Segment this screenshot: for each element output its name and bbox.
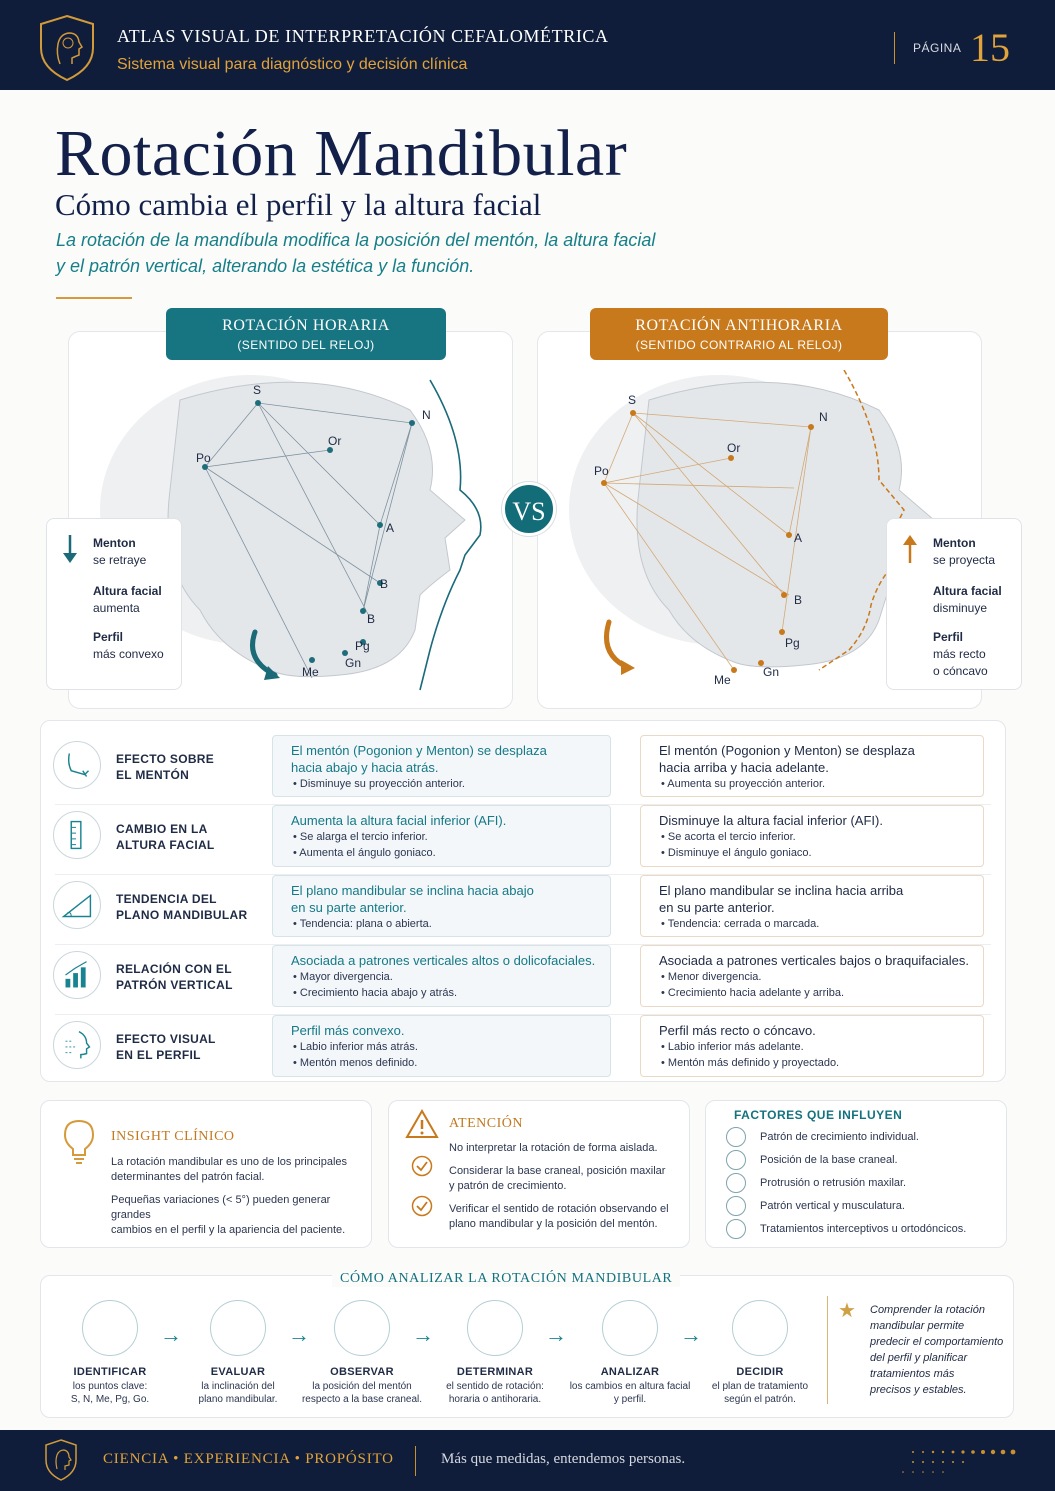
- factor-icon: [726, 1196, 746, 1216]
- cell-main: Asociada a patrones verticales altos o dolicofaciales.: [291, 953, 596, 968]
- bar-chart-icon: [53, 951, 101, 999]
- attention-box: [388, 1100, 690, 1248]
- factor-icon: [726, 1150, 746, 1170]
- step-name: ANALIZAR: [600, 1366, 660, 1378]
- chin-icon: [53, 741, 101, 789]
- cell-main: Perfil más convexo.: [291, 1023, 405, 1038]
- landmark-pg: Pg: [785, 636, 800, 650]
- step-name: IDENTIFICAR: [73, 1366, 147, 1378]
- effect-row: Menton se proyecta: [933, 536, 996, 567]
- factor-icon: [726, 1173, 746, 1193]
- analyze-step: [690, 1300, 830, 1406]
- effect-row: Perfil más convexo: [93, 630, 164, 661]
- counterclockwise-cell: [640, 945, 984, 1007]
- bullet-item: • Se acorta el tercio inferior.: [661, 831, 796, 843]
- counterclockwise-cell: [640, 1015, 984, 1077]
- counterclockwise-cell: [640, 805, 984, 867]
- analyze-step: [560, 1300, 700, 1406]
- analyze-step: [425, 1300, 565, 1406]
- footer-tagline: Más que medidas, entendemos personas.: [441, 1451, 686, 1467]
- counterclockwise-cell: [640, 735, 984, 797]
- factor-icon: [726, 1127, 746, 1147]
- landmark-s: S: [253, 383, 262, 397]
- landmark-po: Po: [594, 464, 609, 478]
- factor-item: Tratamientos interceptivos u ortodóncicos.: [760, 1223, 967, 1235]
- effect-row: Altura facial disminuye: [933, 584, 1002, 615]
- step-name: DECIDIR: [736, 1366, 784, 1378]
- step-icon: [467, 1300, 523, 1356]
- factor-item: Protrusión o retrusión maxilar.: [760, 1177, 907, 1189]
- quote-line: precisos y estables.: [870, 1384, 967, 1396]
- bullet-item: • Disminuye el ángulo goniaco.: [661, 847, 812, 859]
- clockwise-effects-card: [46, 518, 182, 690]
- table-row: [41, 939, 1007, 1009]
- factor-icon: [726, 1219, 746, 1239]
- arrow-right-icon: →: [545, 1322, 567, 1347]
- footer-divider: [415, 1446, 416, 1476]
- bullet-item: • Mentón menos definido.: [293, 1057, 418, 1069]
- landmark-or: Or: [727, 441, 741, 455]
- atlas-title: ATLAS VISUAL DE INTERPRETACIÓN CEFALOMÉTRICA: [117, 26, 609, 46]
- attention-check-1: Considerar la base craneal, posición maxilar y patrón de crecimiento.: [449, 1165, 666, 1192]
- header-bar: [0, 0, 1055, 90]
- atlas-subtitle: Sistema visual para diagnóstico y decisión clínica: [117, 56, 468, 73]
- cell-main: Aumenta la altura facial inferior (AFI).: [291, 813, 507, 828]
- table-row: [41, 729, 1007, 799]
- intro-line-2: y el patrón vertical, alterando la estética y la función.: [56, 256, 475, 276]
- landmark-a: A: [386, 521, 395, 535]
- cell-main: El plano mandibular se inclina hacia arriba en su parte anterior.: [659, 883, 904, 915]
- quote-line: mandibular permite: [870, 1320, 965, 1332]
- header-divider: [894, 32, 895, 64]
- insight-p2: Pequeñas variaciones (< 5°) pueden generar grandes cambios en el perfil y la apariencia del paciente.: [111, 1194, 346, 1236]
- landmark-b2: B: [367, 612, 376, 626]
- effect-row: Menton se retraye: [93, 536, 147, 567]
- counterclockwise-effects-card: [886, 518, 1022, 690]
- step-name: OBSERVAR: [330, 1366, 394, 1378]
- arrow-up-icon: [901, 533, 919, 565]
- step-desc: la posición del mentón respecto a la base craneal.: [301, 1381, 423, 1405]
- bullet-item: • Mentón más definido y proyectado.: [661, 1057, 840, 1069]
- landmark-b: B: [794, 593, 803, 607]
- table-row: [41, 799, 1007, 869]
- counterclockwise-title: ROTACIÓN ANTIHORARIA: [635, 317, 843, 334]
- ruler-icon: [53, 811, 101, 859]
- clockwise-subtitle: (SENTIDO DEL RELOJ): [237, 338, 375, 352]
- arrow-right-icon: →: [412, 1322, 434, 1347]
- counterclockwise-subtitle: (SENTIDO CONTRARIO AL RELOJ): [635, 338, 843, 352]
- landmark-gn: Gn: [345, 656, 362, 670]
- quote-text: [870, 1302, 1015, 1398]
- bullet-item: • Labio inferior más adelante.: [661, 1041, 804, 1053]
- clockwise-cell: [272, 1015, 611, 1077]
- attention-line: No interpretar la rotación de forma aislada.: [449, 1142, 658, 1154]
- landmark-b: B: [380, 577, 389, 591]
- bullet-item: • Aumenta el ángulo goniaco.: [293, 847, 436, 859]
- landmark-s: S: [628, 393, 637, 407]
- cell-main: Asociada a patrones verticales bajos o braquifaciales.: [659, 953, 970, 968]
- table-row: [41, 869, 1007, 939]
- step-desc: el sentido de rotación: horaria o antihoraria.: [446, 1381, 544, 1405]
- step-icon: [602, 1300, 658, 1356]
- attention-title: ATENCIÓN: [449, 1116, 523, 1131]
- cell-main: El plano mandibular se inclina hacia abajo en su parte anterior.: [291, 883, 534, 915]
- row-label: CAMBIO EN LA ALTURA FACIAL: [116, 822, 215, 852]
- footer-bar: [0, 1430, 1055, 1491]
- attention-check-2: Verificar el sentido de rotación observando el plano mandibular y la posición del mentón.: [449, 1203, 669, 1230]
- landmark-or: Or: [328, 434, 342, 448]
- analyze-step: [168, 1300, 308, 1406]
- clockwise-title: ROTACIÓN HORARIA: [222, 317, 390, 334]
- lightbulb-icon: [63, 1119, 95, 1165]
- landmark-pg: Pg: [355, 639, 370, 653]
- check-icon: [411, 1195, 433, 1217]
- landmark-po: Po: [196, 451, 211, 465]
- table-row: [41, 1009, 1007, 1079]
- step-desc: el plan de tratamiento según el patrón.: [711, 1381, 809, 1405]
- angle-icon: [53, 881, 101, 929]
- row-label: EFECTO VISUAL EN EL PERFIL: [116, 1032, 216, 1062]
- clockwise-cell: [272, 735, 611, 797]
- page-subtitle: Cómo cambia el perfil y la altura facial: [55, 187, 542, 222]
- bullet-item: • Crecimiento hacia abajo y atrás.: [293, 987, 458, 999]
- step-desc: la inclinación del plano mandibular.: [198, 1381, 278, 1405]
- landmark-gn: Gn: [763, 665, 780, 679]
- accent-divider: [56, 297, 132, 299]
- bullet-item: • Labio inferior más atrás.: [293, 1041, 418, 1053]
- factors-title: FACTORES QUE INFLUYEN: [734, 1108, 903, 1122]
- factor-item: Patrón de crecimiento individual.: [760, 1131, 919, 1143]
- step-icon: [732, 1300, 788, 1356]
- step-desc: los puntos clave: S, N, Me, Pg, Go.: [70, 1381, 150, 1405]
- bullet-item: • Tendencia: cerrada o marcada.: [661, 918, 820, 930]
- effect-row: Perfil más recto o cóncavo: [933, 630, 988, 678]
- star-icon: ★: [838, 1300, 856, 1322]
- clockwise-cell: [272, 945, 611, 1007]
- bullet-item: • Tendencia: plana o abierta.: [293, 918, 432, 930]
- row-label: EFECTO SOBRE EL MENTÓN: [116, 752, 215, 782]
- counterclockwise-cell: [640, 875, 984, 937]
- step-name: EVALUAR: [210, 1366, 266, 1378]
- shield-logo-icon: [38, 14, 96, 82]
- cell-main: Disminuye la altura facial inferior (AFI).: [659, 813, 883, 828]
- arrow-right-icon: →: [288, 1322, 310, 1347]
- factor-item: Posición de la base craneal.: [760, 1154, 898, 1166]
- clockwise-cell: [272, 875, 611, 937]
- vs-badge: VS: [502, 482, 556, 536]
- footer-motto: CIENCIA • EXPERIENCIA • PROPÓSITO: [103, 1451, 394, 1467]
- clockwise-cell: [272, 805, 611, 867]
- clockwise-title-badge: [166, 308, 446, 360]
- decorative-dots: [893, 1448, 1018, 1474]
- arrow-right-icon: →: [680, 1322, 702, 1347]
- landmark-a: A: [794, 531, 803, 545]
- row-label: RELACIÓN CON EL PATRÓN VERTICAL: [116, 962, 233, 992]
- step-icon: [210, 1300, 266, 1356]
- comparison-table: [40, 720, 1006, 1082]
- factor-item: Patrón vertical y musculatura.: [760, 1200, 905, 1212]
- quote-line: predecir el comportamiento: [870, 1336, 1004, 1348]
- landmark-me: Me: [302, 665, 319, 679]
- quote-line: Comprender la rotación: [870, 1304, 985, 1316]
- bullet-item: • Crecimiento hacia adelante y arriba.: [661, 987, 844, 999]
- landmark-n: N: [819, 410, 828, 424]
- quote-line: tratamientos más: [870, 1368, 955, 1380]
- bullet-item: • Se alarga el tercio inferior.: [293, 831, 428, 843]
- bullet-item: • Aumenta su proyección anterior.: [661, 778, 826, 790]
- analyze-title: CÓMO ANALIZAR LA ROTACIÓN MANDIBULAR: [332, 1271, 680, 1287]
- counterclockwise-title-badge: [590, 308, 888, 360]
- bullet-item: • Menor divergencia.: [661, 971, 762, 983]
- effect-row: Altura facial aumenta: [93, 584, 162, 615]
- profile-icon: [53, 1021, 101, 1069]
- insight-title: INSIGHT CLÍNICO: [111, 1129, 235, 1144]
- arrow-down-icon: [61, 533, 79, 565]
- cell-main: Perfil más recto o cóncavo.: [659, 1023, 816, 1038]
- insight-p1: La rotación mandibular es uno de los principales determinantes del patrón facial.: [111, 1156, 348, 1183]
- analyze-step: [292, 1300, 432, 1406]
- quote-divider: [827, 1296, 828, 1404]
- step-desc: los cambios en altura facial y perfil.: [569, 1381, 691, 1405]
- insight-box: [40, 1100, 372, 1248]
- check-icon: [411, 1155, 433, 1177]
- quote-line: del perfil y planificar: [870, 1352, 968, 1364]
- step-icon: [82, 1300, 138, 1356]
- warning-icon: [405, 1109, 439, 1139]
- shield-logo-icon: [44, 1439, 78, 1481]
- step-name: DETERMINAR: [456, 1366, 534, 1378]
- page-title: Rotación Mandibular: [55, 117, 628, 190]
- landmark-n: N: [422, 408, 431, 422]
- page-number: 15: [970, 25, 1010, 70]
- factors-box: [705, 1100, 1007, 1248]
- landmark-me: Me: [714, 673, 731, 687]
- step-icon: [334, 1300, 390, 1356]
- cell-main: El mentón (Pogonion y Menton) se desplaza hacia arriba y hacia adelante.: [659, 743, 915, 775]
- arrow-right-icon: →: [160, 1322, 182, 1347]
- cell-main: El mentón (Pogonion y Menton) se desplaza hacia abajo y hacia atrás.: [291, 743, 547, 775]
- bullet-item: • Mayor divergencia.: [293, 971, 393, 983]
- intro-line-1: La rotación de la mandíbula modifica la posición del mentón, la altura facial: [56, 230, 656, 250]
- analyze-step: [40, 1300, 180, 1406]
- row-label: TENDENCIA DEL PLANO MANDIBULAR: [116, 892, 248, 922]
- bullet-item: • Disminuye su proyección anterior.: [293, 778, 465, 790]
- page-label: PÁGINA: [913, 41, 962, 55]
